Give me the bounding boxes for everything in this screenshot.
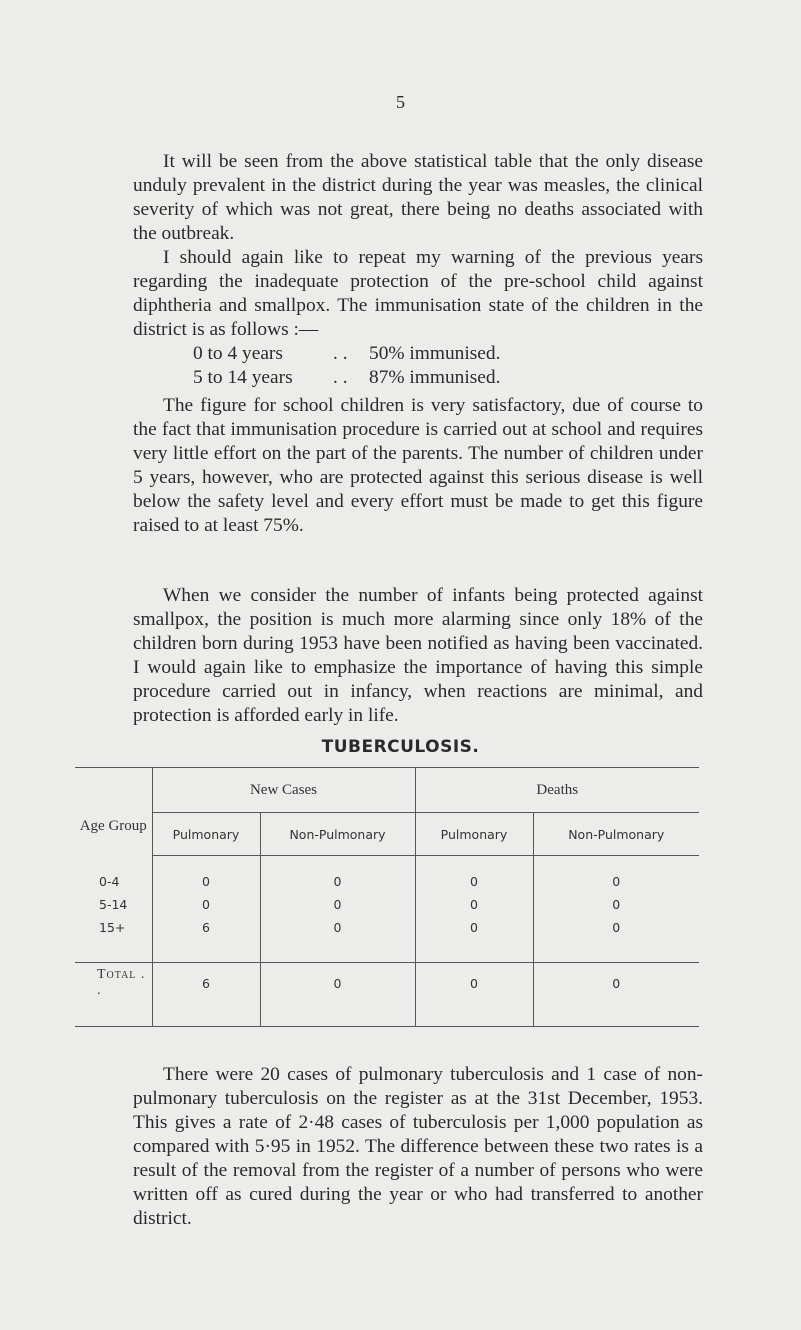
leader-dots: . . bbox=[333, 343, 348, 364]
table-row bbox=[75, 893, 699, 916]
age-cell: 5-14 bbox=[99, 897, 128, 912]
table-cell: 0 bbox=[260, 856, 415, 894]
table-row bbox=[75, 856, 699, 894]
total-cell: 0 bbox=[533, 963, 699, 1004]
table-cell: 0 bbox=[152, 856, 260, 894]
total-cell: 0 bbox=[415, 963, 533, 1004]
deaths-header: Deaths bbox=[415, 768, 699, 813]
table-cell: 0 bbox=[415, 856, 533, 894]
immunisation-age: 0 to 4 years bbox=[193, 343, 283, 364]
sub-header-non-pulmonary-cases: Non-Pulmonary bbox=[260, 813, 415, 856]
section-title-tuberculosis: TUBERCULOSIS. bbox=[321, 737, 480, 757]
new-cases-header: New Cases bbox=[152, 768, 415, 813]
sub-header-pulmonary-deaths: Pulmonary bbox=[415, 813, 533, 856]
paragraph-school-children: The figure for school children is very satisfactory, due of course to the fact that immunisation procedure is carried out at school and requires very little effort on the part of the parents. The number of children under 5 years, however, who are protected against this serious disease is well below the safety level and every effort must be made to get this figure raised to at least 75%. bbox=[133, 395, 703, 536]
table-cell: 0 bbox=[533, 893, 699, 916]
table-cell: 0 bbox=[533, 856, 699, 894]
age-cell: 0-4 bbox=[99, 873, 120, 889]
immunisation-value: 50% immunised. bbox=[369, 343, 501, 364]
tuberculosis-table bbox=[75, 767, 699, 1039]
table-total-row bbox=[75, 963, 699, 1004]
paragraph-warning: I should again like to repeat my warning of the previous years regarding the inadequate protection of the pre-school child against diphtheria and smallpox. The immunisation state of the children in the district is as follows :— bbox=[133, 247, 703, 340]
table-cell: 0 bbox=[415, 916, 533, 939]
immunisation-value: 87% immunised. bbox=[369, 367, 501, 388]
total-label: Total . . bbox=[75, 963, 152, 1004]
sub-header-pulmonary-cases: Pulmonary bbox=[152, 813, 260, 856]
table-cell: 0 bbox=[415, 893, 533, 916]
total-cell: 6 bbox=[152, 963, 260, 1004]
immunisation-row bbox=[193, 342, 500, 366]
page-number: 5 bbox=[396, 92, 405, 112]
table-row bbox=[75, 916, 699, 939]
age-group-header: Age Group bbox=[79, 817, 147, 834]
paragraph-tuberculosis-register: There were 20 cases of pulmonary tuberculosis and 1 case of non-pulmonary tuberculosis on the register as at the 31st December, 1953. This gives a rate of 2·48 cases of tuberculosis per 1,000 population as compared with 5·95 in 1952. The difference between these two rates is a result of the removal from the register of a number of persons who were written off as cured during the year or who had transferred to another district. bbox=[133, 1064, 703, 1229]
age-cell: 15+ bbox=[99, 920, 126, 935]
immunisation-age: 5 to 14 years bbox=[193, 367, 293, 388]
table-cell: 0 bbox=[533, 916, 699, 939]
leader-dots: . . bbox=[333, 367, 348, 388]
table-cell: 6 bbox=[152, 916, 260, 939]
paragraph-measles: It will be seen from the above statistical table that the only disease unduly prevalent in the district during the year was measles, the clinical severity of which was not great, there being no deaths associated with the outbreak. bbox=[133, 151, 703, 244]
table-cell: 0 bbox=[260, 893, 415, 916]
paragraph-smallpox: When we consider the number of infants being protected against smallpox, the position is much more alarming since only 18% of the children born during 1953 have been notified as having been vaccinated. I would again like to emphasize the importance of having this simple procedure carried out in infancy, when reactions are minimal, and protection is afforded early in life. bbox=[133, 585, 703, 726]
immunisation-row bbox=[193, 366, 500, 390]
table-cell: 0 bbox=[152, 893, 260, 916]
total-cell: 0 bbox=[260, 963, 415, 1004]
sub-header-non-pulmonary-deaths: Non-Pulmonary bbox=[533, 813, 699, 856]
table-cell: 0 bbox=[260, 916, 415, 939]
